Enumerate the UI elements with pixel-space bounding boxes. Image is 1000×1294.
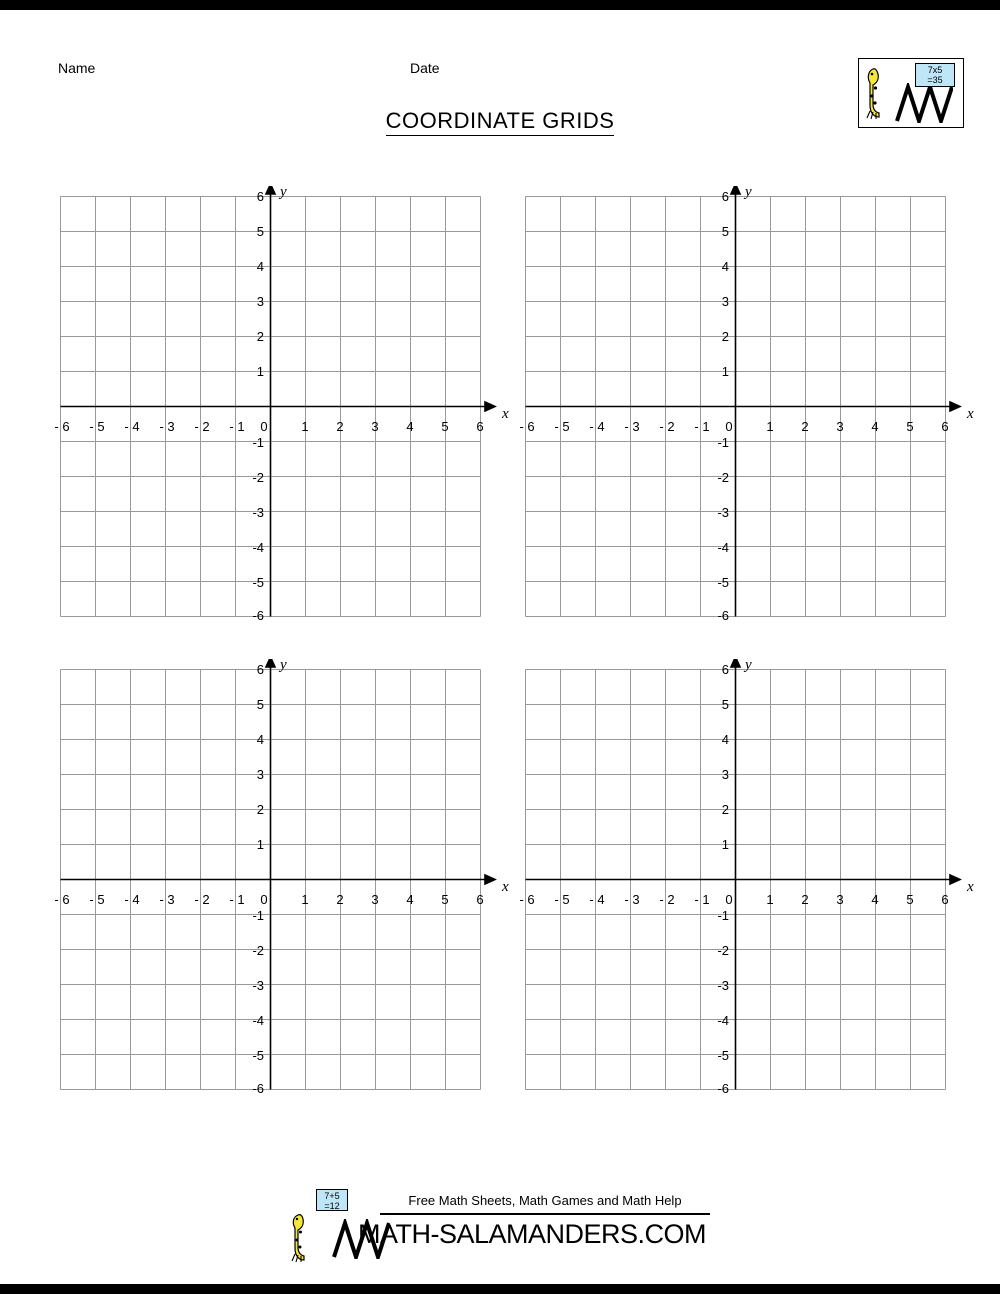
svg-text:- 6: - 6 <box>54 892 70 907</box>
footer-tagline: Free Math Sheets, Math Games and Math Help <box>408 1193 682 1208</box>
svg-text:- 2: - 2 <box>194 892 210 907</box>
date-label: Date <box>410 60 440 76</box>
svg-text:-3: -3 <box>252 505 264 520</box>
name-label: Name <box>58 60 96 76</box>
svg-text:-3: -3 <box>717 505 729 520</box>
page-title <box>0 108 1000 134</box>
svg-text:-5: -5 <box>717 575 729 590</box>
logo-bubble-line1: 7x5 <box>927 65 943 75</box>
svg-text:4: 4 <box>256 732 264 747</box>
svg-text:5: 5 <box>256 697 264 712</box>
svg-text:1: 1 <box>721 364 729 379</box>
svg-text:-5: -5 <box>717 1048 729 1063</box>
logo-box <box>858 58 964 128</box>
svg-text:6: 6 <box>941 892 949 907</box>
svg-text:3: 3 <box>721 767 729 782</box>
svg-text:-2: -2 <box>717 470 729 485</box>
svg-text:- 3: - 3 <box>624 419 640 434</box>
svg-text:3: 3 <box>256 767 264 782</box>
svg-text:3: 3 <box>721 294 729 309</box>
logo-bubble-line2: =35 <box>927 75 943 85</box>
footer-divider <box>380 1213 710 1215</box>
coordinate-grid-1 <box>40 186 510 626</box>
svg-text:1: 1 <box>256 837 264 852</box>
svg-text:2: 2 <box>336 892 344 907</box>
grid-4-y-label: y <box>745 659 752 673</box>
svg-text:-2: -2 <box>252 470 264 485</box>
grid-2-x-label: x <box>967 406 974 422</box>
grid-3-y-label: y <box>280 659 287 673</box>
svg-text:2: 2 <box>801 892 809 907</box>
svg-text:4: 4 <box>871 892 879 907</box>
svg-text:6: 6 <box>721 189 729 204</box>
page-top-rule <box>0 0 1000 10</box>
svg-text:- 6: - 6 <box>519 892 535 907</box>
svg-text:2: 2 <box>721 802 729 817</box>
grid-1-y-label: y <box>280 186 287 200</box>
svg-text:3: 3 <box>836 892 844 907</box>
svg-text:6: 6 <box>721 662 729 677</box>
svg-text:1: 1 <box>721 837 729 852</box>
svg-text:2: 2 <box>801 419 809 434</box>
svg-text:- 2: - 2 <box>659 419 675 434</box>
svg-text:4: 4 <box>721 732 729 747</box>
svg-text:1: 1 <box>301 892 309 907</box>
grid-4-x-label: x <box>967 879 974 895</box>
footer <box>0 1189 1000 1270</box>
svg-text:- 5: - 5 <box>89 419 105 434</box>
svg-text:-4: -4 <box>252 1013 264 1028</box>
svg-text:-6: -6 <box>252 1081 264 1096</box>
svg-text:-4: -4 <box>252 540 264 555</box>
svg-text:- 4: - 4 <box>589 892 605 907</box>
svg-text:5: 5 <box>721 697 729 712</box>
logo-bubble <box>915 63 955 87</box>
svg-text:- 5: - 5 <box>554 892 570 907</box>
svg-text:6: 6 <box>941 419 949 434</box>
coordinate-grid-3 <box>40 659 510 1099</box>
svg-text:4: 4 <box>406 892 414 907</box>
grid-1-svg <box>40 186 510 626</box>
svg-text:-3: -3 <box>252 978 264 993</box>
svg-text:- 2: - 2 <box>194 419 210 434</box>
svg-text:3: 3 <box>371 892 379 907</box>
svg-text:3: 3 <box>836 419 844 434</box>
svg-text:6: 6 <box>476 892 484 907</box>
svg-text:5: 5 <box>906 419 914 434</box>
svg-text:- 3: - 3 <box>159 419 175 434</box>
svg-text:- 6: - 6 <box>519 419 535 434</box>
svg-text:0: 0 <box>725 892 733 907</box>
svg-text:5: 5 <box>721 224 729 239</box>
svg-text:2: 2 <box>336 419 344 434</box>
svg-text:0: 0 <box>260 419 268 434</box>
svg-text:5: 5 <box>906 892 914 907</box>
svg-text:0: 0 <box>725 419 733 434</box>
grid-3-svg <box>40 659 510 1099</box>
coordinate-grid-2 <box>505 186 975 626</box>
svg-text:5: 5 <box>441 419 449 434</box>
svg-text:-2: -2 <box>717 943 729 958</box>
svg-text:3: 3 <box>371 419 379 434</box>
svg-text:-2: -2 <box>252 943 264 958</box>
svg-text:- 1: - 1 <box>694 419 710 434</box>
coordinate-grid-4 <box>505 659 975 1099</box>
svg-text:5: 5 <box>256 224 264 239</box>
grid-2-y-label: y <box>745 186 752 200</box>
svg-text:2: 2 <box>256 329 264 344</box>
svg-text:4: 4 <box>871 419 879 434</box>
grid-2-svg <box>505 186 975 626</box>
svg-text:4: 4 <box>406 419 414 434</box>
svg-text:-3: -3 <box>717 978 729 993</box>
svg-text:-6: -6 <box>717 608 729 623</box>
footer-bubble-line1: 7+5 <box>324 1191 340 1201</box>
svg-text:- 1: - 1 <box>229 419 245 434</box>
svg-text:1: 1 <box>766 419 774 434</box>
svg-text:6: 6 <box>476 419 484 434</box>
svg-text:- 4: - 4 <box>124 419 140 434</box>
svg-text:-5: -5 <box>252 1048 264 1063</box>
svg-text:- 5: - 5 <box>89 892 105 907</box>
grid-3-x-label: x <box>502 879 509 895</box>
svg-text:-5: -5 <box>252 575 264 590</box>
svg-text:4: 4 <box>256 259 264 274</box>
svg-text:5: 5 <box>441 892 449 907</box>
svg-text:2: 2 <box>256 802 264 817</box>
svg-text:- 3: - 3 <box>624 892 640 907</box>
svg-text:- 6: - 6 <box>54 419 70 434</box>
svg-text:- 4: - 4 <box>124 892 140 907</box>
svg-text:6: 6 <box>256 189 264 204</box>
grid-4-svg <box>505 659 975 1099</box>
grid-1-x-label: x <box>502 406 509 422</box>
svg-text:3: 3 <box>256 294 264 309</box>
svg-text:0: 0 <box>260 892 268 907</box>
svg-text:1: 1 <box>256 364 264 379</box>
mmm-logo-icon <box>895 83 953 123</box>
svg-text:-6: -6 <box>717 1081 729 1096</box>
svg-text:4: 4 <box>721 259 729 274</box>
svg-text:-4: -4 <box>717 1013 729 1028</box>
svg-text:- 2: - 2 <box>659 892 675 907</box>
page-bottom-rule <box>0 1284 1000 1294</box>
svg-text:- 1: - 1 <box>229 892 245 907</box>
svg-text:2: 2 <box>721 329 729 344</box>
salamander-icon <box>865 65 895 121</box>
svg-text:-4: -4 <box>717 540 729 555</box>
svg-text:- 4: - 4 <box>589 419 605 434</box>
svg-text:-6: -6 <box>252 608 264 623</box>
page-title-text: COORDINATE GRIDS <box>386 108 615 136</box>
svg-text:1: 1 <box>301 419 309 434</box>
svg-text:1: 1 <box>766 892 774 907</box>
footer-bubble <box>316 1189 348 1211</box>
svg-text:-1: -1 <box>717 908 729 923</box>
svg-text:-1: -1 <box>252 435 264 450</box>
svg-text:- 3: - 3 <box>159 892 175 907</box>
svg-text:6: 6 <box>256 662 264 677</box>
svg-text:- 5: - 5 <box>554 419 570 434</box>
footer-domain[interactable]: MATH-SALAMANDERS.COM <box>358 1219 707 1249</box>
svg-text:-1: -1 <box>717 435 729 450</box>
footer-bubble-line2: =12 <box>324 1201 340 1211</box>
footer-salamander-icon <box>290 1211 320 1263</box>
svg-text:-1: -1 <box>252 908 264 923</box>
svg-text:- 1: - 1 <box>694 892 710 907</box>
